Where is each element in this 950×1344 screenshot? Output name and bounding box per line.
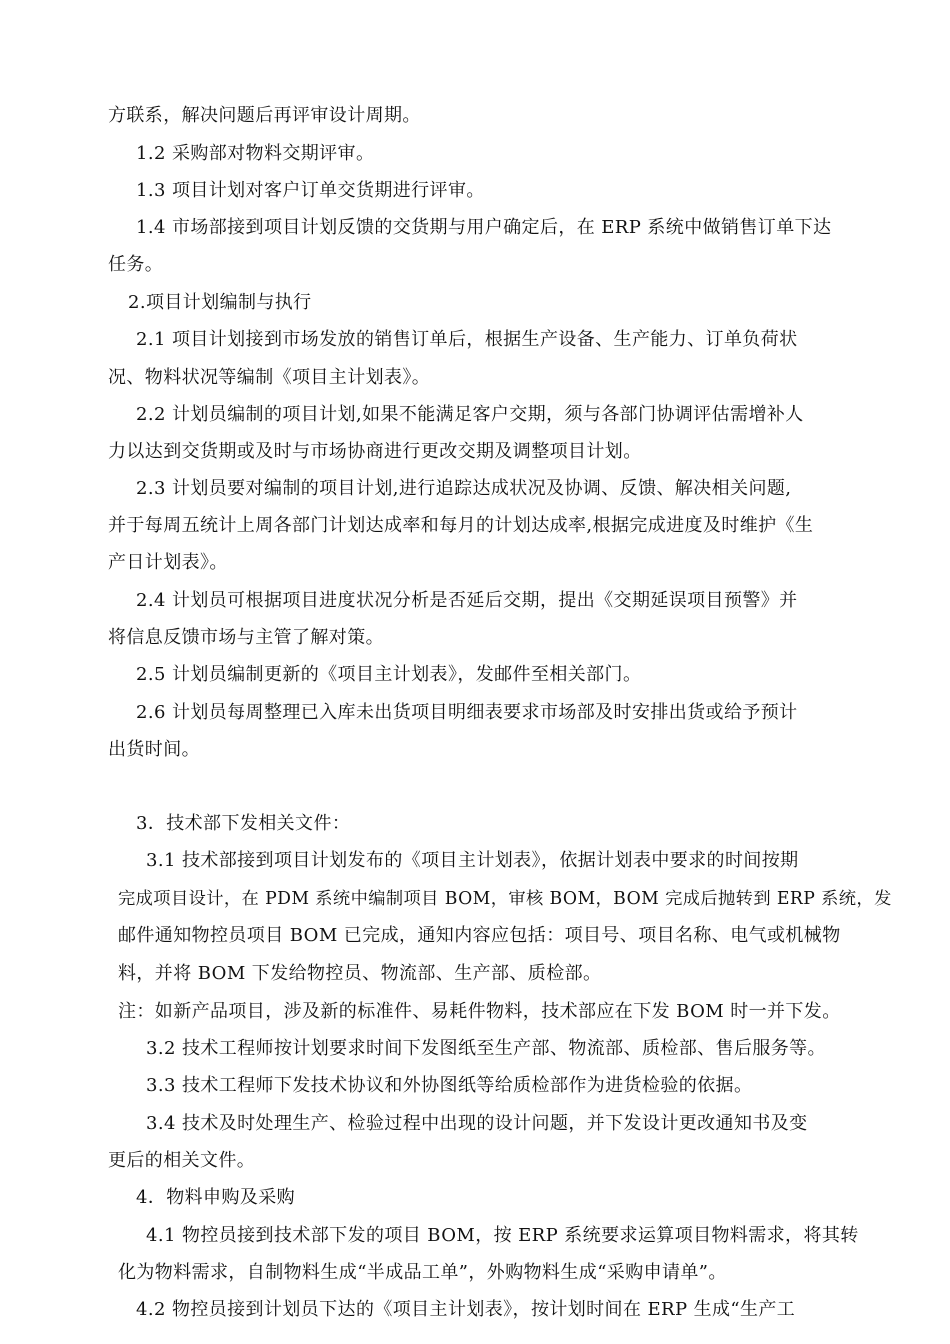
text-line: 化为物料需求，自制物料生成“半成品工单”，外购物料生成“采购申请单”。 [118,1262,727,1283]
text-line: 2.6 计划员每周整理已入库未出货项目明细表要求市场部及时安排出货或给予预计 [136,702,798,723]
text-line: 力以达到交货期或及时与市场协商进行更改交期及调整项目计划。 [108,441,642,462]
text-line: 况、物料状况等编制《项目主计划表》。 [108,367,431,388]
text-line: 料，并将 BOM 下发给物控员、物流部、生产部、质检部。 [118,963,602,984]
text-line: 将信息反馈市场与主管了解对策。 [108,627,384,648]
text-line: 4.2 物控员接到计划员下达的《项目主计划表》，按计划时间在 ERP 生成“生产工 [136,1299,796,1320]
section-heading: 2.项目计划编制与执行 [128,292,312,313]
text-line: 1.3 项目计划对客户订单交货期进行评审。 [136,180,485,201]
text-line: 方联系，解决问题后再评审设计周期。 [108,105,421,126]
text-line: 3.1 技术部接到项目计划发布的《项目主计划表》，依据计划表中要求的时间按期 [146,850,799,871]
text-line: 2.4 计划员可根据项目进度状况分析是否延后交期，提出《交期延误项目预警》并 [136,590,798,611]
text-line: 完成项目设计，在 PDM 系统中编制项目 BOM，审核 BOM，BOM 完成后抛转到 ERP 系统，发 [118,889,892,909]
text-line: 3.3 技术工程师下发技术协议和外协图纸等给质检部作为进货检验的依据。 [146,1075,753,1096]
text-line: 更后的相关文件。 [108,1150,256,1171]
section-heading: 3．技术部下发相关文件： [136,813,351,834]
text-line: 2.5 计划员编制更新的《项目主计划表》，发邮件至相关部门。 [136,664,642,685]
section-heading: 4．物料申购及采购 [136,1187,296,1208]
text-line: 产日计划表》。 [108,552,228,573]
note-line: 注：如新产品项目，涉及新的标准件、易耗件物料，技术部应在下发 BOM 时一并下发。 [118,1001,841,1022]
text-line: 3.4 技术及时处理生产、检验过程中出现的设计问题，并下发设计更改通知书及变 [146,1113,808,1134]
text-line: 任务。 [108,254,164,275]
text-line: 1.2 采购部对物料交期评审。 [136,143,375,164]
text-line: 并于每周五统计上周各部门计划达成率和每月的计划达成率,根据完成进度及时维护《生 [108,515,814,536]
text-line: 4.1 物控员接到技术部下发的项目 BOM，按 ERP 系统要求运算项目物料需求，将其转 [146,1225,859,1246]
text-line: 2.1 项目计划接到市场发放的销售订单后，根据生产设备、生产能力、订单负荷状 [136,329,798,350]
text-line: 3.2 技术工程师按计划要求时间下发图纸至生产部、物流部、质检部、售后服务等。 [146,1038,826,1059]
text-line: 2.3 计划员要对编制的项目计划,进行追踪达成状况及协调、反馈、解决相关问题, [136,478,792,499]
text-line: 出货时间。 [108,739,200,760]
text-line: 2.2 计划员编制的项目计划,如果不能满足客户交期，须与各部门协调评估需增补人 [136,404,804,425]
text-line: 邮件通知物控员项目 BOM 已完成，通知内容应包括：项目号、项目名称、电气或机械物 [118,925,841,946]
text-line: 1.4 市场部接到项目计划反馈的交货期与用户确定后，在 ERP 系统中做销售订单下达 [136,217,832,238]
